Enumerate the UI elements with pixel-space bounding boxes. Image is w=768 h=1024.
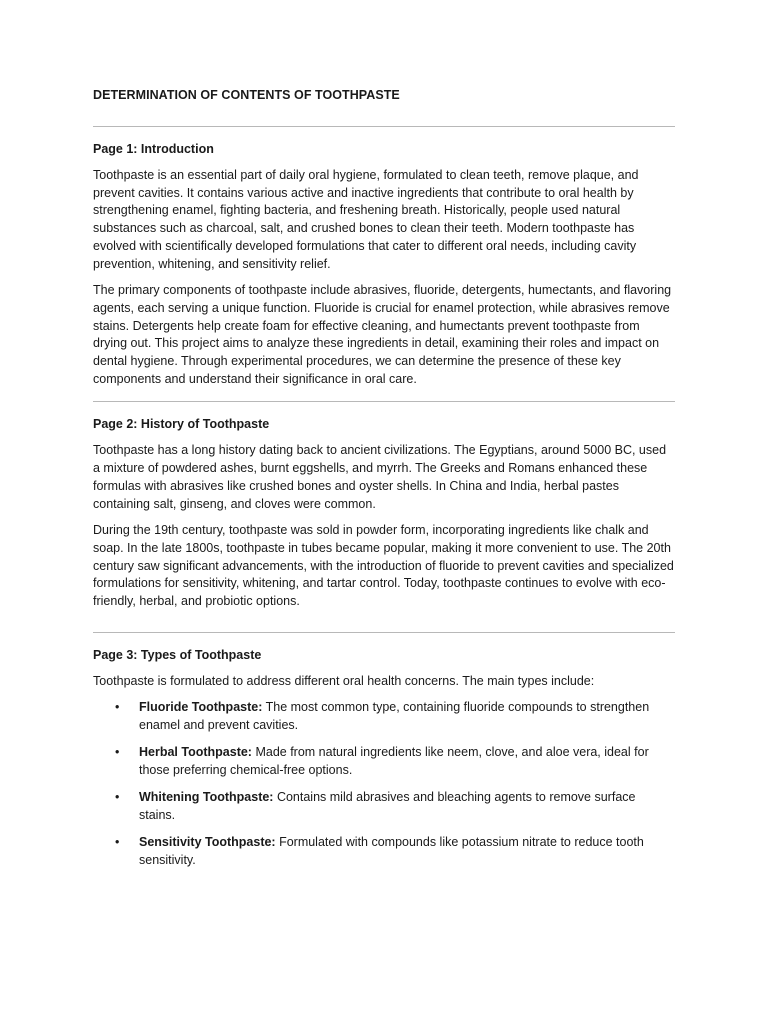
list-item-text: Contains mild abrasives and bleaching agents to remove surface stains. bbox=[139, 790, 636, 822]
paragraph: Toothpaste has a long history dating back to ancient civilizations. The Egyptians, around 5000 BC, used a mixture of powdered ashes, burnt eggshells, and myrrh. The Greeks and Romans enhanced these formulas with abrasives like crushed bones and oyster shells. In China and India, herbal pastes containing salt, ginseng, and cloves were common. bbox=[93, 443, 667, 511]
list-item-text: Formulated with compounds like potassium nitrate to reduce tooth sensitivity. bbox=[139, 835, 644, 867]
toothpaste-types-list bbox=[93, 699, 675, 869]
section-history bbox=[93, 416, 675, 610]
list-item bbox=[93, 789, 675, 824]
bullet-icon: • bbox=[115, 745, 120, 760]
paragraph: During the 19th century, toothpaste was sold in powder form, incorporating ingredients like chalk and soap. In the late 1800s, toothpaste in tubes became popular, making it more convenient to use. The 20th century saw significant advancements, with the introduction of fluoride to prevent cavities and specialized formulations for sensitivity, whitening, and tartar control. Today, toothpaste continues to evolve with eco-friendly, herbal, and probiotic options. bbox=[93, 523, 674, 609]
bullet-icon: • bbox=[115, 835, 120, 850]
section-divider bbox=[93, 632, 675, 633]
list-item bbox=[93, 834, 675, 869]
list-item bbox=[93, 744, 675, 779]
section-types bbox=[93, 647, 675, 870]
list-item-label: Fluoride Toothpaste: bbox=[139, 700, 263, 715]
list-item bbox=[93, 699, 675, 734]
list-item-label: Sensitivity Toothpaste: bbox=[139, 835, 276, 850]
paragraph: Toothpaste is formulated to address different oral health concerns. The main types include: bbox=[93, 673, 595, 688]
section-heading: Page 1: Introduction bbox=[93, 142, 214, 156]
section-heading: Page 2: History of Toothpaste bbox=[93, 417, 270, 432]
list-item-label: Herbal Toothpaste: bbox=[139, 745, 252, 760]
paragraph: Toothpaste is an essential part of daily oral hygiene, formulated to clean teeth, remove plaque, and prevent cavities. It contains various active and inactive ingredients that contribute to oral health by strengthening enamel, fighting bacteria, and freshening breath. Historically, people used natural substances such as charcoal, salt, and crushed bones to clean their teeth. Modern toothpaste has evolved with scientifically developed formulations that cater to different oral needs, including cavity prevention, whitening, and sensitivity relief. bbox=[93, 168, 639, 271]
list-item-text: Made from natural ingredients like neem, clove, and aloe vera, ideal for those preferring chemical-free options. bbox=[139, 745, 649, 778]
section-introduction bbox=[93, 141, 675, 388]
section-heading: Page 3: Types of Toothpaste bbox=[93, 647, 262, 662]
list-item-text: The most common type, containing fluoride compounds to strengthen enamel and prevent cavities. bbox=[139, 700, 650, 733]
list-item-label: Whitening Toothpaste: bbox=[139, 790, 274, 805]
paragraph: The primary components of toothpaste include abrasives, fluoride, detergents, humectants, and flavoring agents, each serving a unique function. Fluoride is crucial for enamel protection, while abrasives remove stains. Detergents help create foam for effective cleaning, and humectants prevent toothpaste from drying out. This project aims to analyze these ingredients in detail, examining their roles and impact on dental hygiene. Through experimental procedures, we can determine the presence of these key components and understand their significance in oral care. bbox=[93, 283, 672, 386]
section-divider bbox=[93, 126, 675, 127]
document-title: DETERMINATION OF CONTENTS OF TOOTHPASTE bbox=[93, 88, 400, 102]
section-divider bbox=[93, 401, 675, 402]
bullet-icon: • bbox=[115, 790, 120, 805]
bullet-icon: • bbox=[115, 700, 120, 715]
